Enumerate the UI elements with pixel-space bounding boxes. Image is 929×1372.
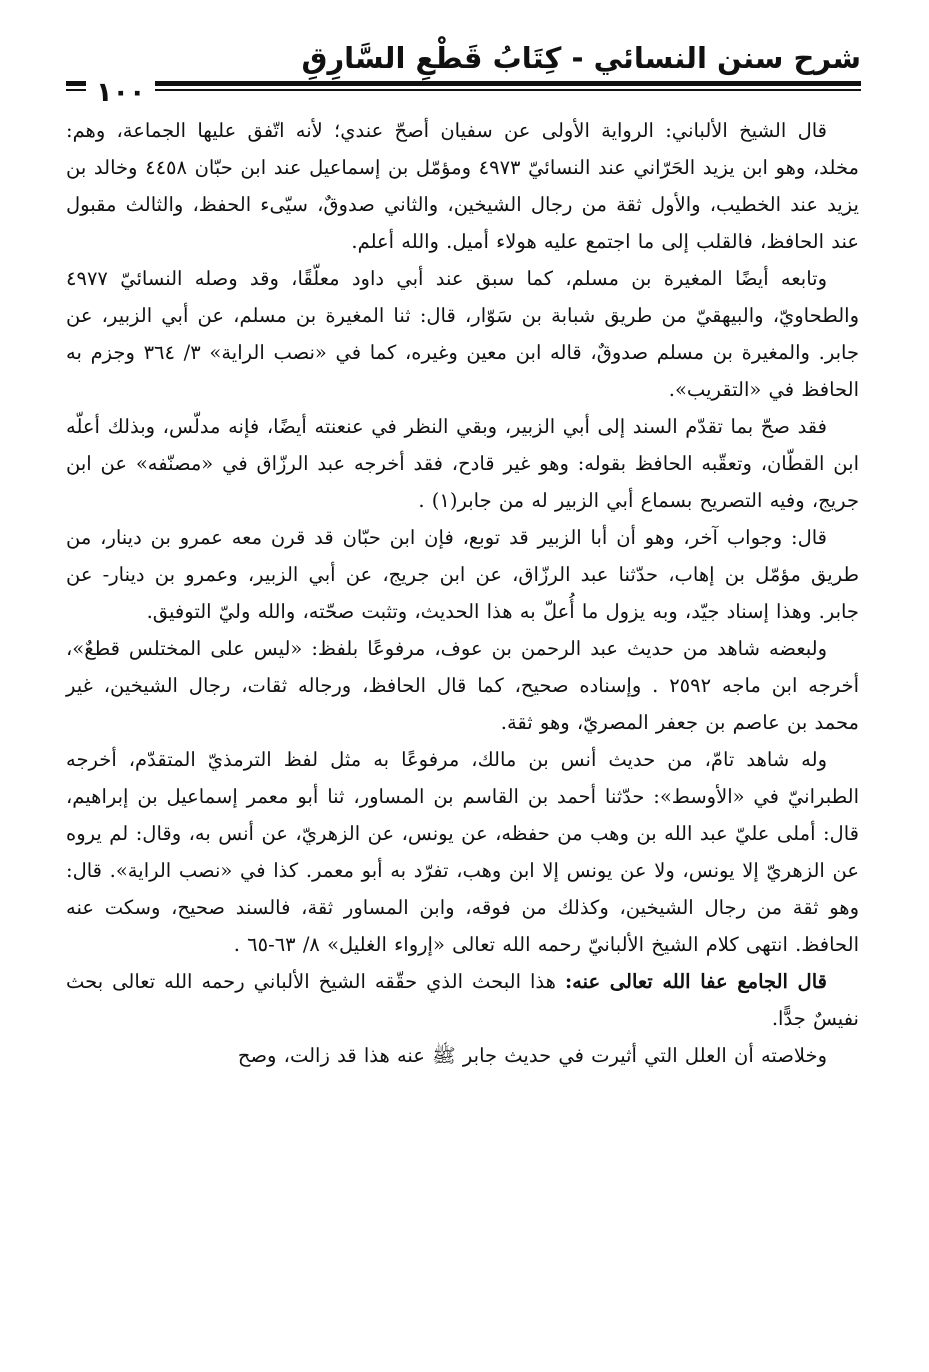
page-header xyxy=(66,38,861,108)
header-rule-thin xyxy=(66,89,861,91)
paragraph-text: ولبعضه شاهد من حديث عبد الرحمن بن عوف، مرفوعًا بلفظ: «ليس على المختلس قطعٌ»، أخرجه ابن ماجه ٢٥٩٢ . وإسناده صحيح، كما قال الحافظ، ورجاله ثقات، رجال الشيخين، غير محمد بن عاصم بن جعفر المصريّ، وهو ثقة. xyxy=(66,637,859,734)
paragraph-anas-shahid xyxy=(66,741,859,963)
paragraph-abu-zubair-tadlis xyxy=(66,408,859,519)
page-number: ١٠٠ xyxy=(86,76,155,110)
paragraph-text: فقد صحّ بما تقدّم السند إلى أبي الزبير، وبقي النظر في عنعنته أيضًا، فإنه مدلّس، وبذلك أعلّه ابن القطّان، وتعقّبه الحافظ بقوله: وهو غير قادح، فقد أخرجه عبد الرزّاق في «مصنّفه» عن ابن جريج، وفيه التصريح بسماع أبي الزبير له من جابر(١) . xyxy=(66,415,859,512)
paragraph-text: وله شاهد تامّ، من حديث أنس بن مالك، مرفوعًا به مثل لفظ الترمذيّ المتقدّم، أخرجه الطبرانيّ في «الأوسط»: حدّثنا أحمد بن القاسم بن المساور، ثنا أبو معمر إسماعيل بن إبراهيم، قال: أملى عليّ عبد الله بن وهب من حفظه، عن يونس، عن الزهريّ، عن أنس به، وقال: لم يروه عن الزهريّ إلا يونس، ولا عن يونس إلا ابن وهب، تفرّد به أبو معمر. كذا في «نصب الراية». قال: وهو ثقة من رجال الشيخين، وكذلك من فوقه، وابن المساور ثقة، فالسند صحيح، وسكت عنه الحافظ. انتهى كلام الشيخ الألبانيّ رحمه الله تعالى «إرواء الغليل» ٨/ ٦٣-٦٥ . xyxy=(66,748,859,956)
body-text xyxy=(66,112,859,1074)
paragraph-text: وخلاصته أن العلل التي أثيرت في حديث جابر ﷺ عنه هذا قد زالت، وصح xyxy=(237,1044,827,1067)
paragraph-mughira-mutaba xyxy=(66,260,859,408)
paragraph-abdurrahman-shahid xyxy=(66,630,859,741)
paragraph-text: قال: وجواب آخر، وهو أن أبا الزبير قد توبع، فإن ابن حبّان قد قرن معه عمرو بن دينار، من طريق مؤمّل بن إهاب، حدّثنا عبد الرزّاق، عن ابن جريج، عن أبي الزبير، وعمرو بن دينار- عن جابر. وهذا إسناد جيّد، وبه يزول ما أُعلّ به هذا الحديث، وتثبت صحّته، والله وليّ التوفيق. xyxy=(66,526,859,623)
paragraph-text: قال الشيخ الألباني: الرواية الأولى عن سفيان أصحّ عندي؛ لأنه اتّفق عليها الجماعة، وهم: مخلد، وهو ابن يزيد الحَرّاني عند النسائيّ ٤٩٧٣ ومؤمّل بن إسماعيل عند ابن حبّان ٤٤٥٨ وخالد بن يزيد عند الخطيب، والأول ثقة من رجال الشيخين، والثاني صدوقٌ، سيّىء الحفظ، والثالث مقبول عند الحافظ، فالقلب إلى ما اجتمع عليه هولاء أميل. والله أعلم. xyxy=(66,119,859,253)
paragraph-albani-quote xyxy=(66,112,859,260)
running-title: شرح سنن النسائي - كِتَابُ قَطْعِ السَّارِقِ xyxy=(301,41,861,75)
header-rule-thick xyxy=(66,81,861,86)
paragraph-compiler-note xyxy=(66,963,859,1037)
paragraph-second-answer xyxy=(66,519,859,630)
paragraph-lead: قال الجامع عفا الله تعالى عنه: xyxy=(564,970,827,993)
paragraph-text: وتابعه أيضًا المغيرة بن مسلم، كما سبق عند أبي داود معلّقًا، وقد وصله النسائيّ ٤٩٧٧ والطحاويّ، والبيهقيّ من طريق شبابة بن سَوّار، قال: ثنا المغيرة بن مسلم، عن أبي الزبير، عن جابر. والمغيرة بن مسلم صدوقٌ، قاله ابن معين وغيره، كما في «نصب الراية» ٣/ ٣٦٤ وجزم به الحافظ في «التقريب». xyxy=(66,267,859,401)
paragraph-summary xyxy=(66,1037,859,1074)
paragraph-text: هذا البحث الذي حقّقه الشيخ الألباني رحمه الله تعالى بحث نفيسٌ جدًّا. xyxy=(66,970,859,1030)
